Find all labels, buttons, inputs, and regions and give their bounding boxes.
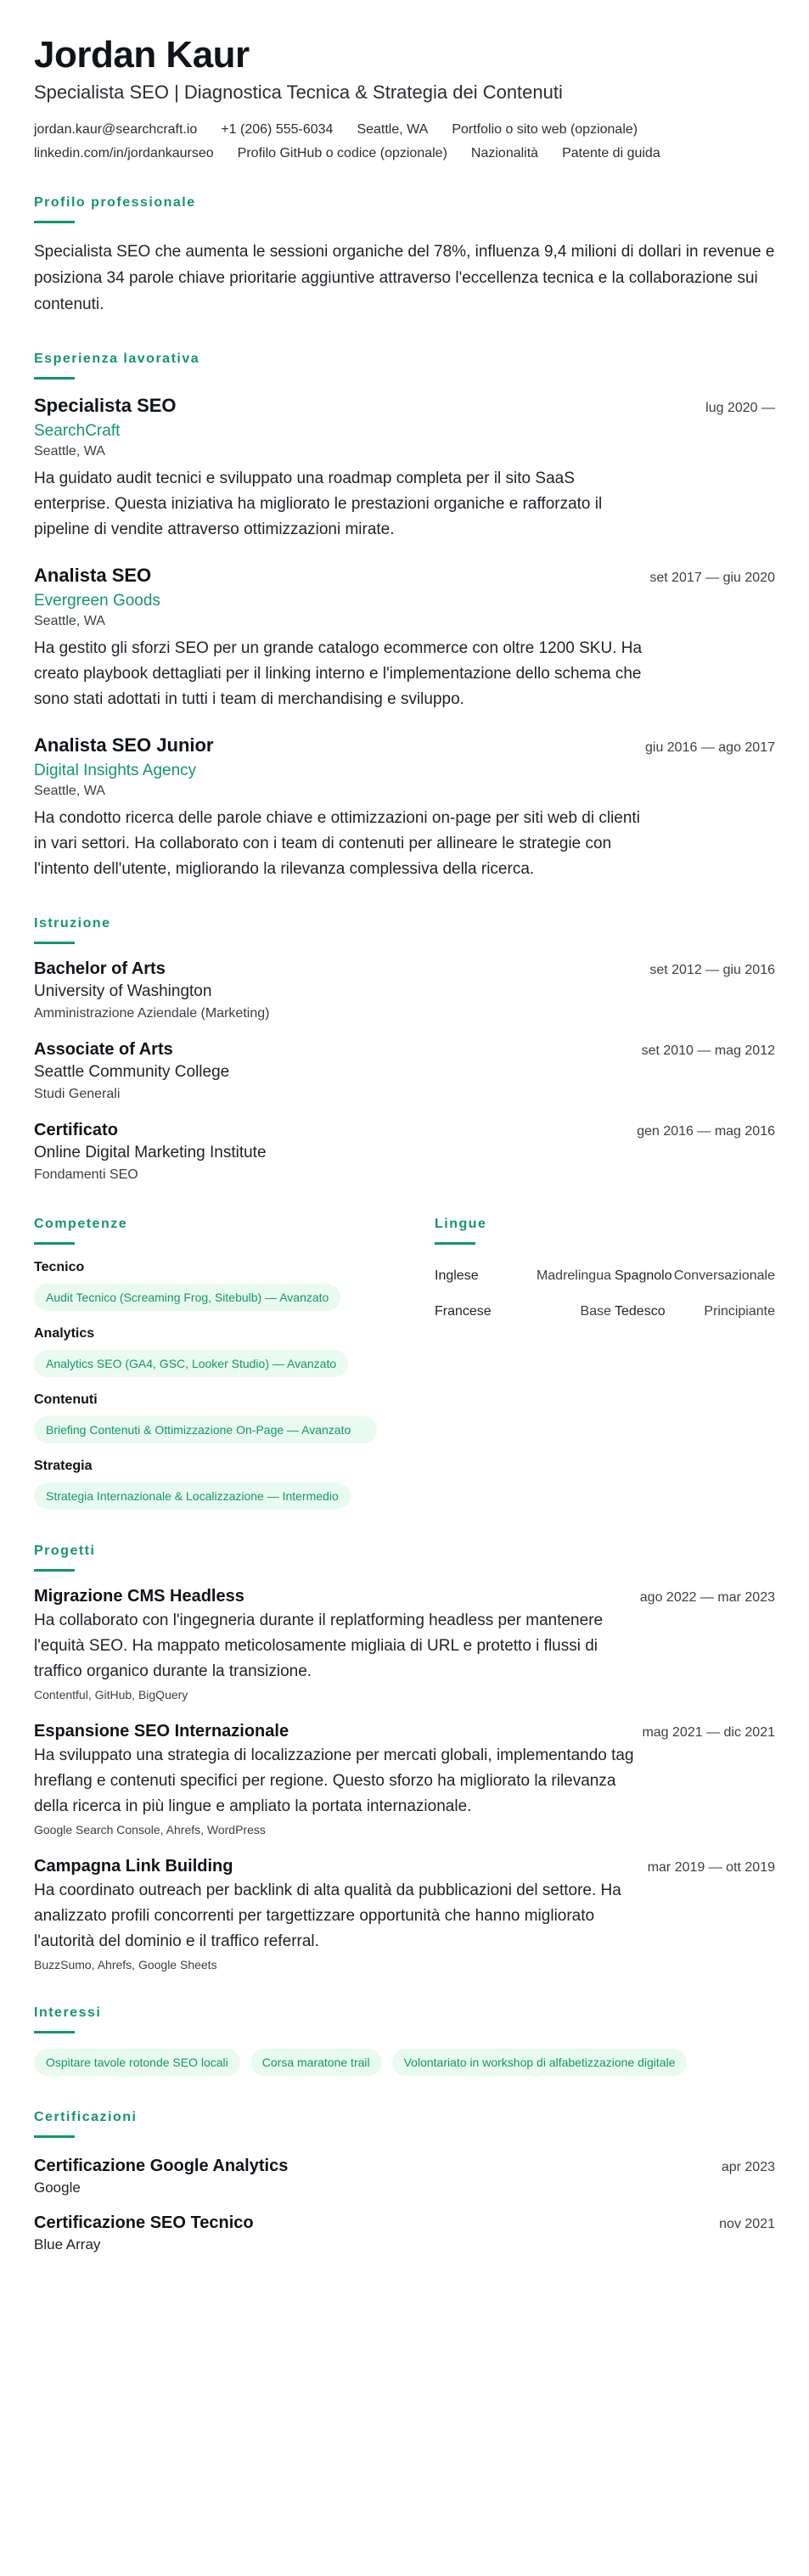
language-level: Madrelingua	[536, 1268, 611, 1283]
section-divider	[34, 377, 75, 380]
section-title: Progetti	[34, 1544, 96, 1558]
education-field: Amministrazione Aziendale (Marketing)	[34, 1006, 270, 1021]
skill-chip: Analytics SEO (GA4, GSC, Looker Studio) — Avanzato	[34, 1350, 348, 1377]
education-entry	[34, 1040, 775, 1102]
education-entry	[34, 1121, 775, 1183]
job-location: Seattle, WA	[34, 614, 105, 628]
job-company: Digital Insights Agency	[34, 762, 197, 779]
project-description: Ha collaborato con l'ingegneria durante il replatforming headless per mantenere l'equità SEO. Ha mappato meticolosamente migliaia di URL e protetto i flussi di traffico organico durante la transizione.	[34, 1611, 604, 1680]
education-school: Online Digital Marketing Institute	[34, 1144, 267, 1161]
section-divider	[34, 942, 75, 944]
skill-category: Strategia	[34, 1459, 93, 1473]
job-description: Ha gestito gli sforzi SEO per un grande catalogo ecommerce con oltre 1200 SKU. Ha creato playbook dettagliati per il linking interno e l'implementazione dello schema che sono stati adottati in tutti i team di merchandising e sviluppo.	[34, 639, 643, 708]
profile-summary: Specialista SEO che aumenta le sessioni organiche del 78%, influenza 9,4 milioni di dollari in revenue e posiziona 34 parole chiave prioritarie aggiuntive attraverso l'eccellenza tecnica e la collaborazione sui contenuti.	[34, 243, 775, 313]
skills-languages-row	[34, 1217, 775, 1510]
skill-chip: Briefing Contenuti & Ottimizzazione On-Page — Avanzato	[34, 1416, 377, 1443]
certification-issuer: Blue Array	[34, 2236, 101, 2253]
job-dates: lug 2020 —	[705, 401, 775, 415]
section-title: Istruzione	[34, 916, 111, 931]
education-degree: Bachelor of Arts	[34, 959, 166, 978]
experience-section	[34, 352, 775, 882]
projects-section	[34, 1544, 775, 1971]
education-field: Fondamenti SEO	[34, 1167, 138, 1182]
education-dates: gen 2016 — mag 2016	[637, 1124, 775, 1139]
job-entry	[34, 734, 775, 882]
language-level: Base	[580, 1304, 611, 1319]
project-entry	[34, 1587, 775, 1701]
language-name: Tedesco	[615, 1304, 666, 1319]
certification-entry	[34, 2213, 775, 2253]
project-dates: ago 2022 — mar 2023	[639, 1590, 775, 1605]
skill-chip: Strategia Internazionale & Localizzazione — Intermedio	[34, 1482, 351, 1510]
section-divider	[34, 1242, 75, 1245]
job-dates: giu 2016 — ago 2017	[644, 740, 775, 755]
certification-date: nov 2021	[719, 2217, 775, 2231]
education-degree: Certificato	[34, 1121, 118, 1139]
job-title: Specialista SEO	[34, 395, 177, 416]
contact-phone[interactable]: +1 (206) 555-6034	[221, 122, 334, 137]
job-company: SearchCraft	[34, 422, 121, 440]
interest-list	[34, 2049, 775, 2076]
education-field: Studi Generali	[34, 1087, 121, 1101]
certifications-section	[34, 2110, 775, 2253]
contact-github[interactable]: Profilo GitHub o codice (opzionale)	[237, 146, 447, 160]
section-title: Lingue	[435, 1217, 487, 1231]
section-title: Esperienza lavorativa	[34, 352, 200, 366]
language-level: Conversazionale	[673, 1268, 775, 1283]
languages-section	[435, 1217, 775, 1510]
project-title: Campagna Link Building	[34, 1857, 233, 1876]
interest-chip: Ospitare tavole rotonde SEO locali	[34, 2049, 240, 2076]
interest-chip: Corsa maratone trail	[250, 2049, 382, 2076]
project-tools: Google Search Console, Ahrefs, WordPress	[34, 1823, 266, 1836]
contact-list	[34, 122, 764, 161]
project-entry	[34, 1857, 775, 1971]
job-description: Ha guidato audit tecnici e sviluppato una roadmap completa per il sito SaaS enterprise. Questa iniziativa ha migliorato le prestazioni organiche e rafforzato il pipeline di vendite attraverso ottimizzazioni mirate.	[34, 470, 603, 538]
skill-category: Tecnico	[34, 1260, 85, 1274]
contact-location: Seattle, WA	[357, 122, 429, 137]
job-location: Seattle, WA	[34, 444, 105, 458]
candidate-tagline: Specialista SEO | Diagnostica Tecnica & Strategia dei Contenuti	[34, 82, 563, 103]
certification-title: Certificazione Google Analytics	[34, 2157, 289, 2175]
contact-portfolio[interactable]: Portfolio o sito web (opzionale)	[452, 122, 638, 137]
skills-section	[34, 1217, 399, 1510]
certification-title: Certificazione SEO Tecnico	[34, 2213, 254, 2232]
education-school: Seattle Community College	[34, 1063, 230, 1081]
project-tools: Contentful, GitHub, BigQuery	[34, 1688, 188, 1701]
section-divider	[34, 1569, 75, 1572]
section-title: Interessi	[34, 2005, 102, 2020]
section-divider	[34, 221, 75, 223]
job-entry	[34, 395, 775, 543]
project-entry	[34, 1722, 775, 1836]
project-tools: BuzzSumo, Ahrefs, Google Sheets	[34, 1958, 217, 1971]
contact-email[interactable]: jordan.kaur@searchcraft.io	[34, 122, 198, 137]
job-company: Evergreen Goods	[34, 592, 160, 610]
interest-chip: Volontariato in workshop di alfabetizzazione digitale	[392, 2049, 688, 2076]
section-divider	[435, 1242, 475, 1245]
section-title: Certificazioni	[34, 2110, 138, 2124]
language-level: Principiante	[704, 1304, 775, 1319]
job-location: Seattle, WA	[34, 784, 105, 798]
skill-chip: Audit Tecnico (Screaming Frog, Sitebulb) — Avanzato	[34, 1284, 340, 1311]
education-school: University of Washington	[34, 982, 212, 1000]
project-title: Migrazione CMS Headless	[34, 1587, 244, 1606]
project-description: Ha coordinato outreach per backlink di alta qualità da pubblicazioni del settore. Ha analizzato profili concorrenti per targettizzare opportunità che hanno migliorato l'autorità del dominio e il traffico referral.	[34, 1881, 621, 1950]
job-title: Analista SEO	[34, 565, 152, 586]
profile-section	[34, 195, 775, 318]
job-entry	[34, 565, 775, 712]
language-name: Spagnolo	[615, 1268, 672, 1283]
contact-linkedin[interactable]: linkedin.com/in/jordankaurseo	[34, 146, 214, 160]
certification-date: apr 2023	[721, 2160, 775, 2174]
language-row	[435, 1296, 775, 1328]
job-title: Analista SEO Junior	[34, 734, 214, 756]
language-row	[435, 1260, 775, 1292]
education-degree: Associate of Arts	[34, 1040, 173, 1059]
section-divider	[34, 2031, 75, 2033]
education-entry	[34, 959, 775, 1021]
language-name: Francese	[435, 1304, 492, 1319]
project-title: Espansione SEO Internazionale	[34, 1722, 289, 1741]
interests-section	[34, 2005, 775, 2076]
certification-issuer: Google	[34, 2179, 81, 2196]
skill-category: Analytics	[34, 1326, 95, 1341]
education-dates: set 2012 — giu 2016	[649, 963, 775, 977]
project-dates: mar 2019 — ott 2019	[647, 1860, 775, 1875]
job-dates: set 2017 — giu 2020	[649, 571, 775, 585]
job-description: Ha condotto ricerca delle parole chiave e ottimizzazioni on-page per siti web di clienti in vari settori. Ha collaborato con i team di contenuti per allineare le strategie con l'intento dell'utente, migliorando la rilevanza complessiva della ricerca.	[34, 809, 640, 878]
education-section	[34, 916, 775, 1183]
contact-driving-license: Patente di guida	[562, 146, 660, 160]
project-dates: mag 2021 — dic 2021	[642, 1725, 775, 1740]
contact-nationality: Nazionalità	[470, 146, 539, 160]
skill-category: Contenuti	[34, 1392, 98, 1407]
section-title: Competenze	[34, 1217, 128, 1231]
section-title: Profilo professionale	[34, 195, 196, 210]
candidate-name: Jordan Kaur	[34, 34, 250, 76]
project-description: Ha sviluppato una strategia di localizzazione per mercati globali, implementando tag hreflang e contenuti specifici per regione. Questo sforzo ha migliorato la rilevanza della ricerca in più lingue e ampliato la portata internazionale.	[34, 1746, 634, 1815]
certification-entry	[34, 2157, 775, 2196]
language-name: Inglese	[435, 1268, 479, 1283]
education-dates: set 2010 — mag 2012	[641, 1043, 775, 1058]
section-divider	[34, 2135, 75, 2138]
